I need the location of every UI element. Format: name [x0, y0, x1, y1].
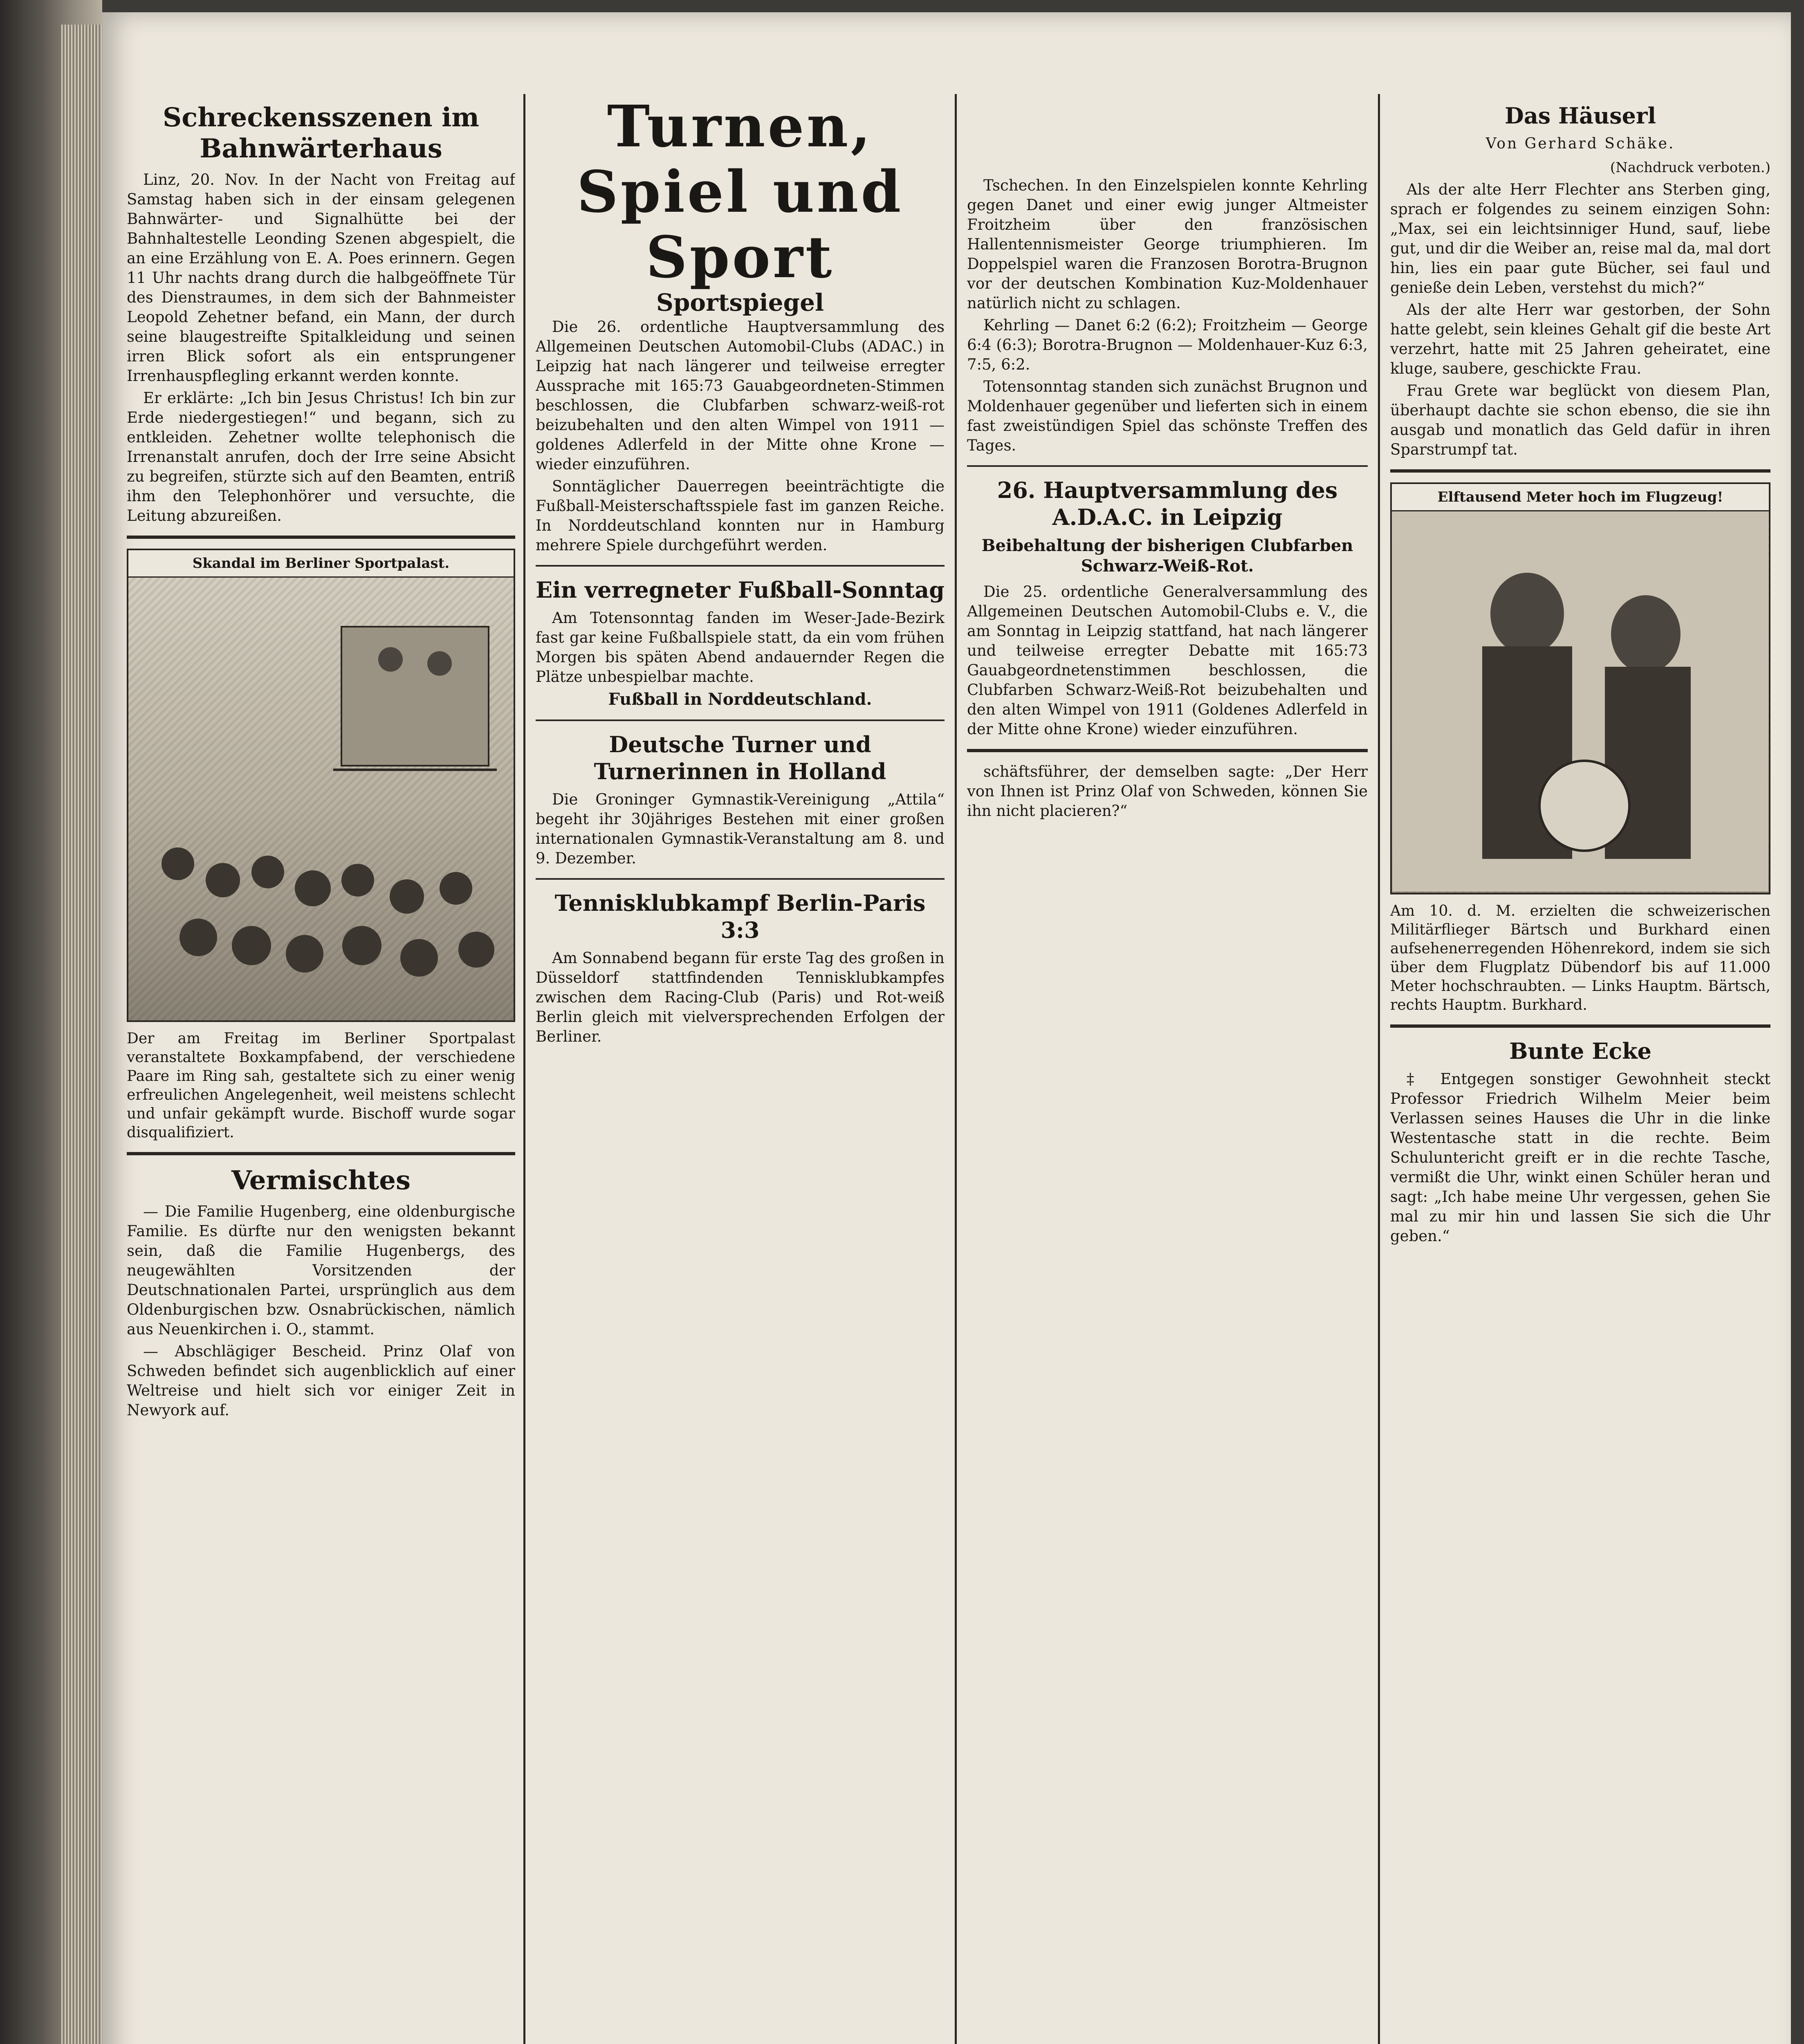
- headline-fussball-sonntag: Ein verregneter Fußball-Sonntag: [536, 577, 945, 603]
- headline-turner-holland: Deutsche Turner und Turnerinnen in Holland: [594, 731, 886, 784]
- article-text: Am Sonnabend begann für erste Tag des großen in Düsseldorf stattfindenden Tennisklubkampfes zwischen dem Racing-Club (Paris) und Rot-weiß Berlin gleich mit vielversprechenden Erfolgen der Berliner.: [536, 949, 945, 1045]
- photo-sportpalast: [127, 549, 515, 1022]
- column-3: [967, 176, 1368, 2044]
- page-stack-edges: [61, 25, 102, 2044]
- section-rule: [1390, 1024, 1770, 1028]
- column-rule: [955, 94, 957, 2044]
- section-rule: [536, 878, 945, 880]
- article-text: Er erklärte: „Ich bin Jesus Christus! Ich bin zur Erde niedergestiegen!“ und begann, sich zu entkleiden. Zehetner wollte telephonisch die Irrenanstalt anrufen, doch der Irre seine Absicht zu begreifen, stürzte sich auf den Beamten, entriß ihm den Telephonhörer und versuchte, die Leitung abzureißen.: [127, 389, 515, 524]
- article-text: Als der alte Herr war gestorben, der Sohn hatte gelebt, sein kleines Gehalt gif die beste Art verzehrt, hatte mit 25 Jahren geheiratet, eine kluge, saubere, geschickte Frau.: [1390, 301, 1770, 377]
- article-text: Linz, 20. Nov. In der Nacht von Freitag auf Samstag haben sich in der einsam gelegenen Bahnwärter- und Signalhütte bei der Bahnhaltestelle Leonding Szenen abgespielt, die an eine Erzählung von E. A. Poes erinnern. Gegen 11 Uhr nachts drang durch die halbgeöffnete Tür des Dienstraumes, in dem sich der Bahnmeister Leopold Zehetner befand, ein Mann, der durch seine blaugestreifte Spitalkleidung und seinen irren Blick sofort als ein entsprungener Irrenhauspflegling erkannt werden konnte.: [127, 171, 515, 385]
- aviators-illustration: [1392, 511, 1769, 892]
- article-text: Die 26. ordentliche Hauptversammlung des Allgemeinen Deutschen Automobil-Clubs (ADAC.) in Leipzig hat nach längerer und teilweise erregter Aussprache mit 165:73 Gauabgeordneten-Stimmen beschlossen, die Clubfarben schwarz-weiß-rot beizubehalten und den alten Wimpel von 1911 — goldenes Adlerfeld in der Mitte ohne Krone — wieder einzuführen.: [536, 318, 945, 473]
- article-text: schäftsführer, der demselben sagte: „Der Herr von Ihnen ist Prinz Olaf von Schweden, können Sie ihn nicht placieren?“: [967, 763, 1368, 820]
- reprint-notice: (Nachdruck verboten.): [1610, 159, 1770, 176]
- article-text: — Die Familie Hugenberg, eine oldenburgische Familie. Es dürfte nur den wenigsten bekannt sein, daß die Familie Hugenbergs, des neugewählten Vorsitzenden der Deutschnationalen Partei, ursprünglich aus dem Oldenburgischen bzw. Osnabrückischen, nämlich aus Neuenkirchen i. O., stammt.: [127, 1203, 515, 1338]
- section-rule: [967, 465, 1368, 467]
- subheading-clubfarben: Beibehaltung der bisherigen Clubfarben Schwarz-Weiß-Rot.: [981, 536, 1353, 576]
- photo-title: Skandal im Berliner Sportpalast.: [128, 550, 514, 578]
- photo-flieger: [1390, 482, 1770, 894]
- article-text: Am Totensonntag fanden im Weser-Jade-Bezirk fast gar keine Fußballspiele statt, da ein vom frühen Morgen bis späten Abend andauernder Regen die Plätze unbespielbar machte.: [536, 609, 945, 686]
- column-rule: [1378, 94, 1380, 2044]
- newspaper-page: [102, 12, 1791, 2044]
- boxing-crowd-illustration: [128, 578, 514, 1019]
- byline: Von Gerhard Schäke.: [1485, 135, 1675, 152]
- section-masthead: Turnen, Spiel und Sport: [577, 94, 904, 291]
- photo-caption: Der am Freitag im Berliner Sportpalast veranstaltete Boxkampfabend, der verschiedene Paare im Ring sah, gestaltete sich zu einer wenig erfreulichen Angelegenheit, weil meistens schlecht und unfair gekämpft wurde. Bischoff wurde sogar disqualifiziert.: [127, 1030, 515, 1141]
- article-text: Frau Grete war beglückt von diesem Plan, überhaupt dachte sie schon ebenso, die sie ihn ausgab und monatlich das Geld dafür in ihren Sparstrumpf tat.: [1390, 382, 1770, 458]
- article-text: Die Groninger Gymnastik-Vereinigung „Attila“ begeht ihr 30jähriges Bestehen mit einer großen internationalen Gymnastik-Veranstaltung am 8. und 9. Dezember.: [536, 791, 945, 867]
- article-text: — Abschlägiger Bescheid. Prinz Olaf von Schweden befindet sich augenblicklich auf einer Weltreise und hielt sich vor einiger Zeit in Newyork auf.: [127, 1342, 515, 1419]
- article-text: ‡ Entgegen sonstiger Gewohnheit steckt Professor Friedrich Wilhelm Meier beim Verlassen seines Hauses die Uhr in die linke Westentasche statt in die rechte. Beim Schuluntericht greift er in die rechte Tasche, vermißt die Uhr, winkt einen Schüler heran und sagt: „Ich habe meine Uhr vergessen, gehen Sie mal zu mir hin und lassen Sie sich die Uhr geben.“: [1390, 1070, 1770, 1245]
- article-text: Als der alte Herr Flechter ans Sterben ging, sprach er folgendes zu seinem einzigen Sohn: „Max, sei ein leichtsinniger Hund, sauf, liebe gut, und dir die Weiber an, reise mal da, mal dort hin, lies ein paar gute Bücher, sei faul und genieße dein Leben, verstehst du mich?“: [1390, 181, 1770, 296]
- article-text: Die 25. ordentliche Generalversammlung des Allgemeinen Deutschen Automobil-Clubs e. V., die am Sonntag in Leipzig stattfand, hat nach längerer und teilweise erregter Debatte mit 165:73 Gauabgeordnetenstimmen beschlossen, die Clubfarben Schwarz-Weiß-Rot beizubehalten und den alten Wimpel von 1911 (Goldenes Adlerfeld in der Mitte ohne Krone) wieder einzuführen.: [967, 583, 1368, 738]
- column-4: [1390, 98, 1770, 2044]
- photo-title: Elftausend Meter hoch im Flugzeug!: [1392, 484, 1769, 511]
- section-rule: [127, 536, 515, 539]
- photo-caption: Am 10. d. M. erzielten die schweizerischen Militärflieger Bärtsch und Burkhard einen aufsehenerregenden Höhenrekord, indem sie sich über dem Flugplatz Dübendorf bis auf 11.000 Meter hochschraubten. — Links Hauptm. Bärtsch, rechts Hauptm. Burkhard.: [1390, 903, 1770, 1013]
- section-rule: [536, 719, 945, 721]
- headline-bahnwaerterhaus: Schreckensszenen im Bahnwärterhaus: [163, 102, 479, 164]
- section-rule: [1390, 469, 1770, 473]
- section-rule: [536, 565, 945, 567]
- headline-haeuserl: Das Häuserl: [1504, 103, 1656, 129]
- subheading-norddeutschland: Fußball in Norddeutschland.: [608, 690, 872, 709]
- article-text: Totensonntag standen sich zunächst Brugnon und Moldenhauer gegenüber und lieferten sich in einem fast zweistündigen Spiel das schönste Treffen des Tages.: [967, 378, 1368, 454]
- match-results: Kehrling — Danet 6:2 (6:2); Froitzheim — George 6:4 (6:3); Borotra-Brugnon — Moldenhauer-Kuz 6:3, 7:5, 6:2.: [967, 316, 1368, 373]
- article-text: Sonntäglicher Dauerregen beeinträchtigte die Fußball-Meisterschaftsspiele fast im ganzen Reiche. In Norddeutschland konnten nur in Hamburg mehrere Spiele durchgeführt werden.: [536, 477, 945, 554]
- headline-adac-leipzig: 26. Hauptversammlung des A.D.A.C. in Leipzig: [997, 477, 1338, 530]
- column-2: [536, 94, 945, 2044]
- section-rule: [967, 749, 1368, 752]
- headline-tennisklubkampf: Tennisklubkampf Berlin-Paris 3:3: [554, 890, 926, 943]
- article-text: Tschechen. In den Einzelspielen konnte Kehrling gegen Danet und einer ewig junger Altmeister Froitzheim über den französischen Hallentennismeister George triumphieren. Im Doppelspiel waren die Franzosen Borotra-Brugnon vor der deutschen Kombination Kuz-Moldenhauer natürlich nicht zu schlagen.: [967, 177, 1368, 312]
- headline-sportspiegel: Sportspiegel: [656, 289, 824, 316]
- column-1: [127, 98, 515, 2044]
- column-rule: [523, 94, 525, 2044]
- headline-vermischtes: Vermischtes: [231, 1165, 411, 1196]
- headline-bunte-ecke: Bunte Ecke: [1509, 1038, 1652, 1064]
- section-rule: [127, 1152, 515, 1155]
